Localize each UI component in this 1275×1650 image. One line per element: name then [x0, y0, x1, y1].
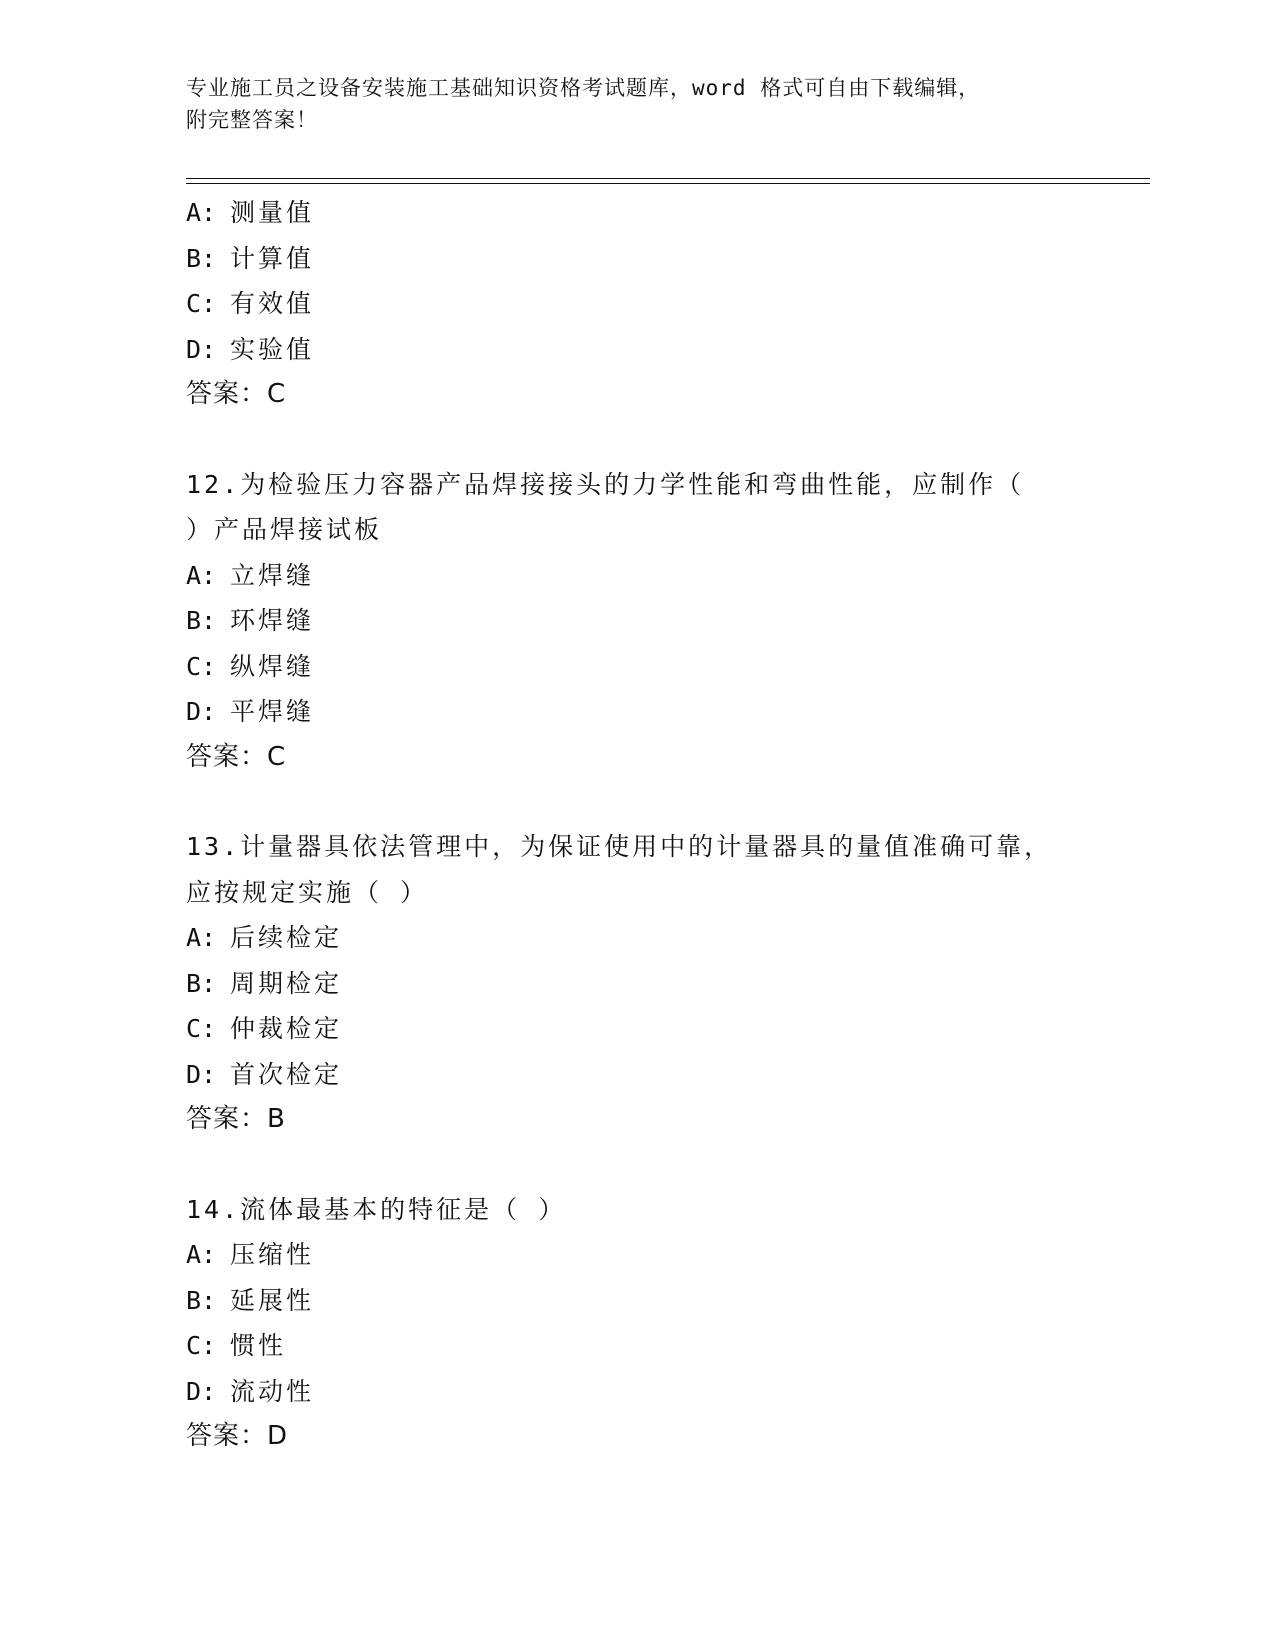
option-b [186, 961, 1086, 1007]
option-text: 纵焊缝 [230, 651, 315, 681]
option-letter: C: [186, 1014, 217, 1043]
option-text: 首次检定 [230, 1059, 343, 1089]
option-letter: B: [186, 243, 217, 273]
question-12 [186, 462, 1086, 781]
option-b [186, 236, 1086, 282]
option-letter: C: [186, 1331, 217, 1360]
question-stem-line-1: 13.计量器具依法管理中，为保证使用中的计量器具的量值准确可靠， [186, 832, 1053, 861]
question-stem-line-1: 14.流体最基本的特征是（ ） [186, 1194, 567, 1224]
option-letter: D: [186, 1059, 217, 1089]
answer-line: 答案：C [186, 741, 287, 772]
option-d [186, 327, 1086, 373]
spacer [186, 1143, 1086, 1187]
option-d [186, 689, 1086, 735]
answer-line: 答案：C [186, 379, 287, 409]
document-header [186, 72, 1086, 136]
header-line-1: 专业施工员之设备安装施工基础知识资格考试题库，word 格式可自由下载编辑， [186, 76, 981, 100]
answer-line: 答案：D [186, 1421, 289, 1451]
option-b [186, 598, 1086, 644]
option-letter: B: [186, 1285, 217, 1315]
option-letter: D: [186, 1376, 217, 1406]
question-stem-line-2: 应按规定实施（ ） [186, 877, 429, 907]
option-text: 流动性 [230, 1376, 315, 1406]
option-c [186, 1323, 1086, 1369]
question-stem-line-1: 12.为检验压力容器产品焊接接头的力学性能和弯曲性能，应制作（ [186, 469, 1025, 499]
question-content [186, 190, 1086, 1460]
option-c [186, 281, 1086, 327]
option-text: 压缩性 [230, 1240, 315, 1269]
option-a [186, 553, 1086, 599]
header-divider-top [186, 178, 1150, 179]
option-b [186, 1278, 1086, 1324]
spacer [186, 780, 1086, 824]
option-letter: D: [186, 697, 217, 726]
option-letter: B: [186, 606, 217, 635]
option-text: 仲裁检定 [230, 1014, 343, 1043]
option-text: 惯性 [230, 1331, 287, 1360]
option-letter: A: [186, 560, 217, 590]
option-a [186, 1232, 1086, 1278]
question-11-fragment [186, 190, 1086, 418]
header-line-2: 附完整答案！ [186, 108, 318, 132]
option-text: 实验值 [230, 334, 315, 364]
option-text: 测量值 [230, 198, 315, 227]
question-stem-line-2: ）产品焊接试板 [186, 515, 383, 544]
spacer [186, 418, 1086, 462]
option-text: 环焊缝 [230, 606, 315, 635]
option-text: 有效值 [230, 289, 315, 318]
option-a [186, 915, 1086, 961]
option-letter: A: [186, 923, 217, 952]
option-text: 平焊缝 [230, 697, 315, 726]
option-text: 后续检定 [230, 923, 343, 952]
option-text: 延展性 [230, 1285, 315, 1315]
question-14 [186, 1187, 1086, 1460]
option-d [186, 1052, 1086, 1098]
option-text: 周期检定 [230, 968, 343, 998]
option-text: 计算值 [230, 243, 315, 273]
option-c [186, 644, 1086, 690]
answer-line: 答案：B [186, 1104, 286, 1134]
option-letter: C: [186, 651, 217, 681]
option-letter: D: [186, 334, 217, 364]
option-d [186, 1369, 1086, 1415]
header-divider-bottom [186, 183, 1150, 184]
option-c [186, 1006, 1086, 1052]
option-letter: A: [186, 1240, 217, 1269]
option-letter: A: [186, 198, 217, 227]
option-letter: C: [186, 289, 217, 318]
option-a [186, 190, 1086, 236]
question-13 [186, 824, 1086, 1143]
option-letter: B: [186, 968, 217, 998]
option-text: 立焊缝 [230, 560, 315, 590]
